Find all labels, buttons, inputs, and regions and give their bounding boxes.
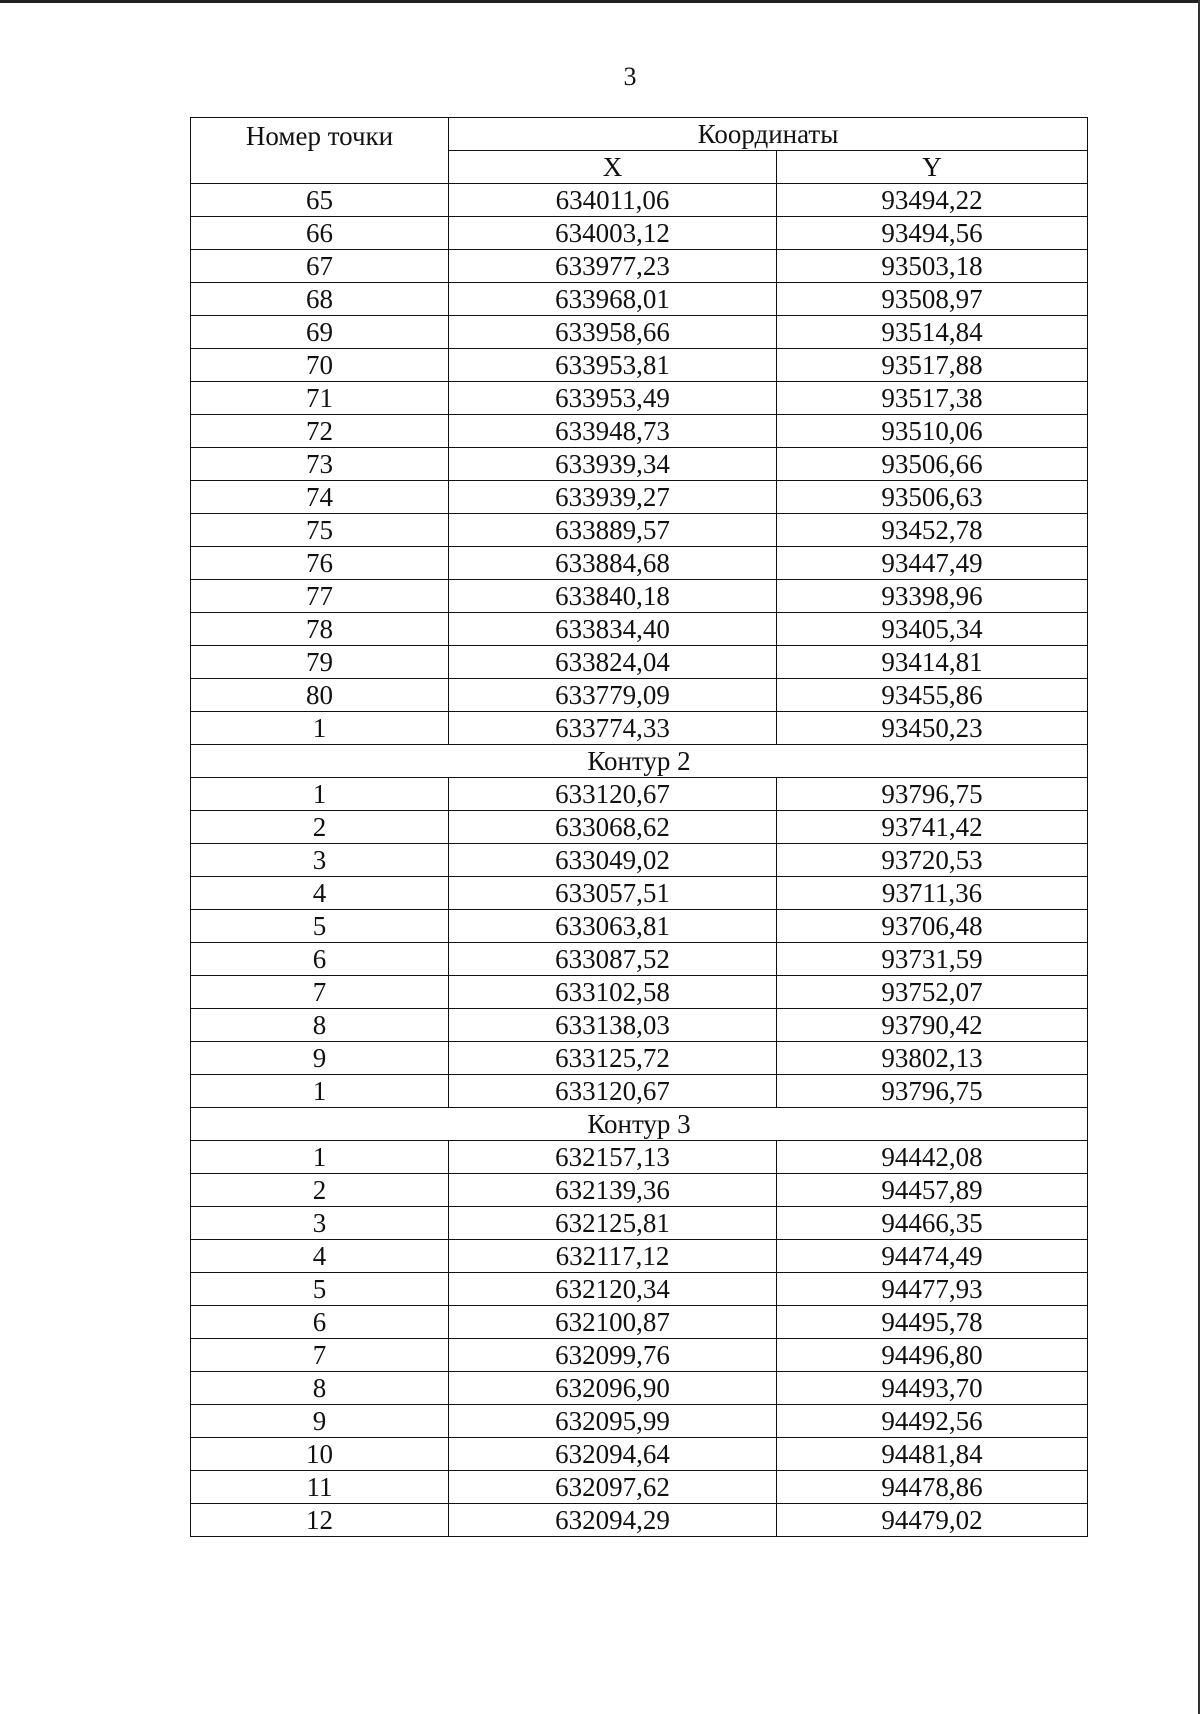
header-y: Y (777, 151, 1088, 184)
point-number-cell: 4 (191, 1240, 449, 1273)
x-coordinate-cell: 633889,57 (449, 514, 777, 547)
point-number-cell: 10 (191, 1438, 449, 1471)
y-coordinate-cell: 93514,84 (777, 316, 1088, 349)
table-row (191, 283, 1088, 316)
x-coordinate-cell: 632117,12 (449, 1240, 777, 1273)
point-number-cell: 76 (191, 547, 449, 580)
y-coordinate-cell: 94477,93 (777, 1273, 1088, 1306)
y-coordinate-cell: 93706,48 (777, 910, 1088, 943)
y-coordinate-cell: 93447,49 (777, 547, 1088, 580)
point-number-cell: 66 (191, 217, 449, 250)
table-row (191, 1174, 1088, 1207)
table-row (191, 1306, 1088, 1339)
contour-row (191, 1108, 1088, 1141)
point-number-cell: 7 (191, 1339, 449, 1372)
point-number-cell: 71 (191, 382, 449, 415)
point-number-cell: 3 (191, 844, 449, 877)
y-coordinate-cell: 94479,02 (777, 1504, 1088, 1537)
point-number-cell: 78 (191, 613, 449, 646)
table-body (191, 184, 1088, 1537)
table-row (191, 910, 1088, 943)
table-row (191, 448, 1088, 481)
y-coordinate-cell: 93720,53 (777, 844, 1088, 877)
y-coordinate-cell: 94492,56 (777, 1405, 1088, 1438)
point-number-cell: 1 (191, 1141, 449, 1174)
table-row (191, 646, 1088, 679)
x-coordinate-cell: 634003,12 (449, 217, 777, 250)
x-coordinate-cell: 632139,36 (449, 1174, 777, 1207)
table-row (191, 1207, 1088, 1240)
y-coordinate-cell: 93802,13 (777, 1042, 1088, 1075)
y-coordinate-cell: 93790,42 (777, 1009, 1088, 1042)
table-row (191, 778, 1088, 811)
page-number: 3 (623, 62, 637, 91)
table-row (191, 877, 1088, 910)
x-coordinate-cell: 633948,73 (449, 415, 777, 448)
table-row (191, 712, 1088, 745)
header-coordinates: Координаты (449, 118, 1088, 151)
y-coordinate-cell: 93508,97 (777, 283, 1088, 316)
x-coordinate-cell: 633977,23 (449, 250, 777, 283)
point-number-cell: 69 (191, 316, 449, 349)
x-coordinate-cell: 633057,51 (449, 877, 777, 910)
contour-row (191, 745, 1088, 778)
y-coordinate-cell: 93494,56 (777, 217, 1088, 250)
table-header-row (191, 118, 1088, 151)
x-coordinate-cell: 632125,81 (449, 1207, 777, 1240)
point-number-cell: 75 (191, 514, 449, 547)
x-coordinate-cell: 632097,62 (449, 1471, 777, 1504)
point-number-cell: 65 (191, 184, 449, 217)
x-coordinate-cell: 633779,09 (449, 679, 777, 712)
y-coordinate-cell: 93450,23 (777, 712, 1088, 745)
point-number-cell: 9 (191, 1405, 449, 1438)
table-row (191, 580, 1088, 613)
x-coordinate-cell: 633834,40 (449, 613, 777, 646)
table-row (191, 1372, 1088, 1405)
point-number-cell: 77 (191, 580, 449, 613)
point-number-cell: 8 (191, 1372, 449, 1405)
y-coordinate-cell: 94474,49 (777, 1240, 1088, 1273)
x-coordinate-cell: 633049,02 (449, 844, 777, 877)
table-row (191, 1504, 1088, 1537)
point-number-cell: 1 (191, 778, 449, 811)
point-number-cell: 5 (191, 910, 449, 943)
y-coordinate-cell: 93517,38 (777, 382, 1088, 415)
table-row (191, 382, 1088, 415)
point-number-cell: 72 (191, 415, 449, 448)
table-row (191, 547, 1088, 580)
header-x: X (449, 151, 777, 184)
y-coordinate-cell: 93752,07 (777, 976, 1088, 1009)
point-number-cell: 2 (191, 811, 449, 844)
x-coordinate-cell: 633939,27 (449, 481, 777, 514)
table-row (191, 943, 1088, 976)
point-number-cell: 68 (191, 283, 449, 316)
y-coordinate-cell: 93796,75 (777, 778, 1088, 811)
table-row (191, 811, 1088, 844)
y-coordinate-cell: 93455,86 (777, 679, 1088, 712)
y-coordinate-cell: 93506,63 (777, 481, 1088, 514)
x-coordinate-cell: 633087,52 (449, 943, 777, 976)
y-coordinate-cell: 94466,35 (777, 1207, 1088, 1240)
y-coordinate-cell: 94442,08 (777, 1141, 1088, 1174)
table-row (191, 349, 1088, 382)
x-coordinate-cell: 633120,67 (449, 778, 777, 811)
table-row (191, 514, 1088, 547)
x-coordinate-cell: 633063,81 (449, 910, 777, 943)
point-number-cell: 67 (191, 250, 449, 283)
table-row (191, 1075, 1088, 1108)
y-coordinate-cell: 94493,70 (777, 1372, 1088, 1405)
table-row (191, 1438, 1088, 1471)
y-coordinate-cell: 94457,89 (777, 1174, 1088, 1207)
point-number-cell: 1 (191, 1075, 449, 1108)
point-number-cell: 70 (191, 349, 449, 382)
point-number-cell: 80 (191, 679, 449, 712)
x-coordinate-cell: 633939,34 (449, 448, 777, 481)
x-coordinate-cell: 634011,06 (449, 184, 777, 217)
y-coordinate-cell: 94496,80 (777, 1339, 1088, 1372)
x-coordinate-cell: 632096,90 (449, 1372, 777, 1405)
point-number-cell: 74 (191, 481, 449, 514)
x-coordinate-cell: 633958,66 (449, 316, 777, 349)
x-coordinate-cell: 632100,87 (449, 1306, 777, 1339)
point-number-cell: 6 (191, 943, 449, 976)
point-number-cell: 9 (191, 1042, 449, 1075)
table-row (191, 613, 1088, 646)
x-coordinate-cell: 632094,64 (449, 1438, 777, 1471)
y-coordinate-cell: 93405,34 (777, 613, 1088, 646)
y-coordinate-cell: 93452,78 (777, 514, 1088, 547)
table-row (191, 679, 1088, 712)
point-number-cell: 8 (191, 1009, 449, 1042)
x-coordinate-cell: 633068,62 (449, 811, 777, 844)
coordinates-table (190, 117, 1088, 1537)
x-coordinate-cell: 632120,34 (449, 1273, 777, 1306)
point-number-cell: 11 (191, 1471, 449, 1504)
y-coordinate-cell: 94481,84 (777, 1438, 1088, 1471)
contour-label: Контур 2 (191, 745, 1088, 778)
y-coordinate-cell: 93414,81 (777, 646, 1088, 679)
point-number-cell: 73 (191, 448, 449, 481)
x-coordinate-cell: 633840,18 (449, 580, 777, 613)
point-number-cell: 3 (191, 1207, 449, 1240)
x-coordinate-cell: 633125,72 (449, 1042, 777, 1075)
y-coordinate-cell: 93796,75 (777, 1075, 1088, 1108)
table-row (191, 1009, 1088, 1042)
y-coordinate-cell: 93398,96 (777, 580, 1088, 613)
table-row (191, 1339, 1088, 1372)
table-row (191, 217, 1088, 250)
table-row (191, 250, 1088, 283)
table-row (191, 184, 1088, 217)
point-number-cell: 6 (191, 1306, 449, 1339)
x-coordinate-cell: 633884,68 (449, 547, 777, 580)
table-row (191, 1042, 1088, 1075)
point-number-cell: 5 (191, 1273, 449, 1306)
x-coordinate-cell: 633774,33 (449, 712, 777, 745)
y-coordinate-cell: 93711,36 (777, 877, 1088, 910)
table-row (191, 316, 1088, 349)
contour-label: Контур 3 (191, 1108, 1088, 1141)
y-coordinate-cell: 93494,22 (777, 184, 1088, 217)
table-row (191, 1273, 1088, 1306)
x-coordinate-cell: 632157,13 (449, 1141, 777, 1174)
y-coordinate-cell: 93517,88 (777, 349, 1088, 382)
x-coordinate-cell: 632095,99 (449, 1405, 777, 1438)
x-coordinate-cell: 633953,81 (449, 349, 777, 382)
table-row (191, 1141, 1088, 1174)
x-coordinate-cell: 633120,67 (449, 1075, 777, 1108)
table-row (191, 415, 1088, 448)
page-top-border (0, 0, 1200, 3)
y-coordinate-cell: 93506,66 (777, 448, 1088, 481)
point-number-cell: 1 (191, 712, 449, 745)
y-coordinate-cell: 93731,59 (777, 943, 1088, 976)
point-number-cell: 12 (191, 1504, 449, 1537)
y-coordinate-cell: 93510,06 (777, 415, 1088, 448)
table-row (191, 1471, 1088, 1504)
point-number-cell: 7 (191, 976, 449, 1009)
x-coordinate-cell: 633102,58 (449, 976, 777, 1009)
x-coordinate-cell: 633138,03 (449, 1009, 777, 1042)
header-point-number: Номер точки (191, 118, 449, 184)
y-coordinate-cell: 93503,18 (777, 250, 1088, 283)
table-row (191, 844, 1088, 877)
point-number-cell: 2 (191, 1174, 449, 1207)
point-number-cell: 79 (191, 646, 449, 679)
y-coordinate-cell: 94478,86 (777, 1471, 1088, 1504)
table-row (191, 976, 1088, 1009)
y-coordinate-cell: 94495,78 (777, 1306, 1088, 1339)
x-coordinate-cell: 633824,04 (449, 646, 777, 679)
table-row (191, 1240, 1088, 1273)
x-coordinate-cell: 633968,01 (449, 283, 777, 316)
table-row (191, 1405, 1088, 1438)
y-coordinate-cell: 93741,42 (777, 811, 1088, 844)
x-coordinate-cell: 633953,49 (449, 382, 777, 415)
x-coordinate-cell: 632094,29 (449, 1504, 777, 1537)
x-coordinate-cell: 632099,76 (449, 1339, 777, 1372)
table-row (191, 481, 1088, 514)
point-number-cell: 4 (191, 877, 449, 910)
